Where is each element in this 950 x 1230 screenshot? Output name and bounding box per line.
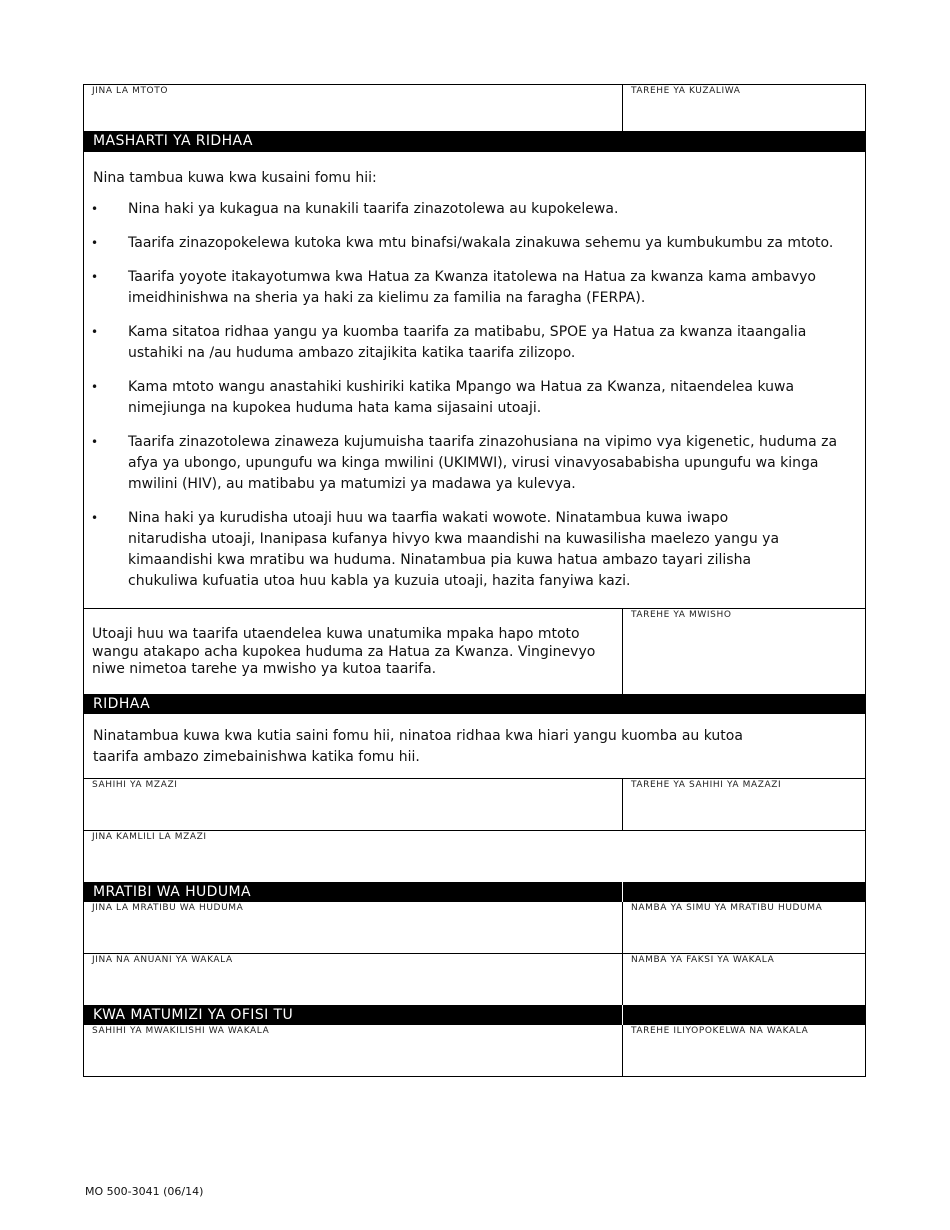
bullet-icon: • bbox=[91, 435, 99, 449]
end-date-label: TAREHE YA MWISHO bbox=[631, 610, 732, 620]
parent-signature-label: SAHIHI YA MZAZI bbox=[92, 780, 178, 790]
birth-date-field[interactable] bbox=[623, 85, 865, 131]
terms-section-header: MASHARTI YA RIDHAA bbox=[84, 131, 865, 152]
coordinator-section-header bbox=[84, 882, 865, 902]
end-date-field[interactable] bbox=[623, 609, 865, 694]
office-section-title: KWA MATUMIZI YA OFISI TU bbox=[84, 1005, 623, 1025]
parent-signature-date-field[interactable] bbox=[623, 779, 865, 830]
duration-cell bbox=[84, 609, 623, 694]
terms-list-item: • Taarifa yoyote itakayotumwa kwa Hatua za Kwanza itatolewa na Hatua za kwanza kama ambavyo imeidhinishwa na sheria ya haki za kielimu za familia na faragha (FERPA). bbox=[91, 269, 816, 306]
consent-section-header: RIDHAA bbox=[84, 694, 865, 714]
coordinator-name-field[interactable] bbox=[84, 902, 623, 953]
terms-list-item: • Kama mtoto wangu anastahiki kushiriki katika Mpango wa Hatua za Kwanza, nitaendelea kuwa nimejiunga na kupokea huduma hata kama sijasaini utoaji. bbox=[91, 379, 795, 416]
bullet-icon: • bbox=[91, 236, 99, 250]
terms-list-item: • Taarifa zinazotolewa zinaweza kujumuisha taarifa zinazohusiana na vipimo vya kigenetic, huduma za afya ya ubongo, upungufu wa kinga mwilini (UKIMWI), virusi vinavyosababisha upungufu wa kinga mwilini (HIV), au matibabu ya matumizi ya madawa ya kulevya. bbox=[91, 434, 838, 492]
consent-text: Ninatambua kuwa kwa kutia saini fomu hii, ninatoa ridhaa kwa hiari yangu kuomba au kutoa taarifa ambazo zimebainishwa katika fomu hii. bbox=[93, 728, 743, 765]
child-name-label: JINA LA MTOTO bbox=[92, 86, 169, 96]
agency-received-date-field[interactable] bbox=[623, 1025, 865, 1076]
child-name-field[interactable] bbox=[84, 85, 623, 131]
terms-list bbox=[84, 189, 865, 608]
agency-name-address-field[interactable] bbox=[84, 954, 623, 1005]
coordinator-row bbox=[84, 902, 865, 953]
terms-list-item: • Taarifa zinazopokelewa kutoka kwa mtu binafsi/wakala zinakuwa sehemu ya kumbukumbu za mtoto. bbox=[84, 233, 857, 254]
office-section-header bbox=[84, 1005, 865, 1025]
agency-fax-field[interactable] bbox=[623, 954, 865, 1005]
child-info-row bbox=[84, 85, 865, 131]
agency-row bbox=[84, 953, 865, 1005]
agency-rep-signature-label: SAHIHI YA MWAKILISHI WA WAKALA bbox=[92, 1026, 270, 1036]
bullet-icon: • bbox=[91, 325, 99, 339]
terms-body bbox=[84, 152, 865, 608]
duration-row bbox=[84, 608, 865, 694]
coordinator-name-label: JINA LA MRATIBU WA HUDUMA bbox=[92, 903, 244, 913]
duration-text: Utoaji huu wa taarifa utaendelea kuwa unatumika mpaka hapo mtoto wangu atakapo acha kupokea huduma za Hatua za Kwanza. Vinginevyo niwe nimetoa tarehe ya mwisho ya kutoa taarifa. bbox=[92, 626, 596, 677]
parent-full-name-label: JINA KAMLILI LA MZAZI bbox=[92, 832, 207, 842]
agency-fax-label: NAMBA YA FAKSI YA WAKALA bbox=[631, 955, 775, 965]
office-row bbox=[84, 1025, 865, 1076]
parent-signature-date-label: TAREHE YA SAHIHI YA MAZAZI bbox=[631, 780, 782, 790]
parent-name-row bbox=[84, 830, 865, 882]
terms-list-item: • Kama sitatoa ridhaa yangu ya kuomba taarifa za matibabu, SPOE ya Hatua za kwanza itaangalia ustahiki na /au huduma ambazo zitajikita katika taarifa zilizopo. bbox=[91, 324, 807, 361]
parent-signature-field[interactable] bbox=[84, 779, 623, 830]
terms-list-item: • Nina haki ya kurudisha utoaji huu wa taarfia wakati wowote. Ninatambua kuwa iwapo nitarudisha utoaji, Inanipasa kufanya hivyo kwa maandishi na kuwasilisha maelezo yangu ya kimaandishi kwa mratibu wa huduma. Ninatambua pia kuwa hatua ambazo tayari zilisha chukuliwa kufuatia utoa huu kabla ya kuzuia utoaji, hazita fanyiwa kazi. bbox=[91, 510, 780, 589]
terms-intro: Nina tambua kuwa kwa kusaini fomu hii: bbox=[93, 170, 377, 186]
coordinator-phone-label: NAMBA YA SIMU YA MRATIBU HUDUMA bbox=[631, 903, 823, 913]
consent-form bbox=[83, 84, 866, 1077]
parent-signature-row bbox=[84, 778, 865, 830]
form-number: MO 500-3041 (06/14) bbox=[85, 1185, 204, 1198]
bullet-icon: • bbox=[91, 202, 99, 216]
terms-list-item: • Nina haki ya kukagua na kunakili taarifa zinazotolewa au kupokelewa. bbox=[84, 199, 857, 220]
bullet-icon: • bbox=[91, 380, 99, 394]
bullet-icon: • bbox=[91, 511, 99, 525]
coordinator-phone-field[interactable] bbox=[623, 902, 865, 953]
agency-name-address-label: JINA NA ANUANI YA WAKALA bbox=[92, 955, 233, 965]
birth-date-label: TAREHE YA KUZALIWA bbox=[631, 86, 741, 96]
parent-full-name-field[interactable] bbox=[84, 831, 865, 882]
coordinator-section-title: MRATIBI WA HUDUMA bbox=[84, 882, 623, 902]
bullet-icon: • bbox=[91, 270, 99, 284]
agency-rep-signature-field[interactable] bbox=[84, 1025, 623, 1076]
agency-received-date-label: TAREHE ILIYOPOKELWA NA WAKALA bbox=[631, 1026, 809, 1036]
